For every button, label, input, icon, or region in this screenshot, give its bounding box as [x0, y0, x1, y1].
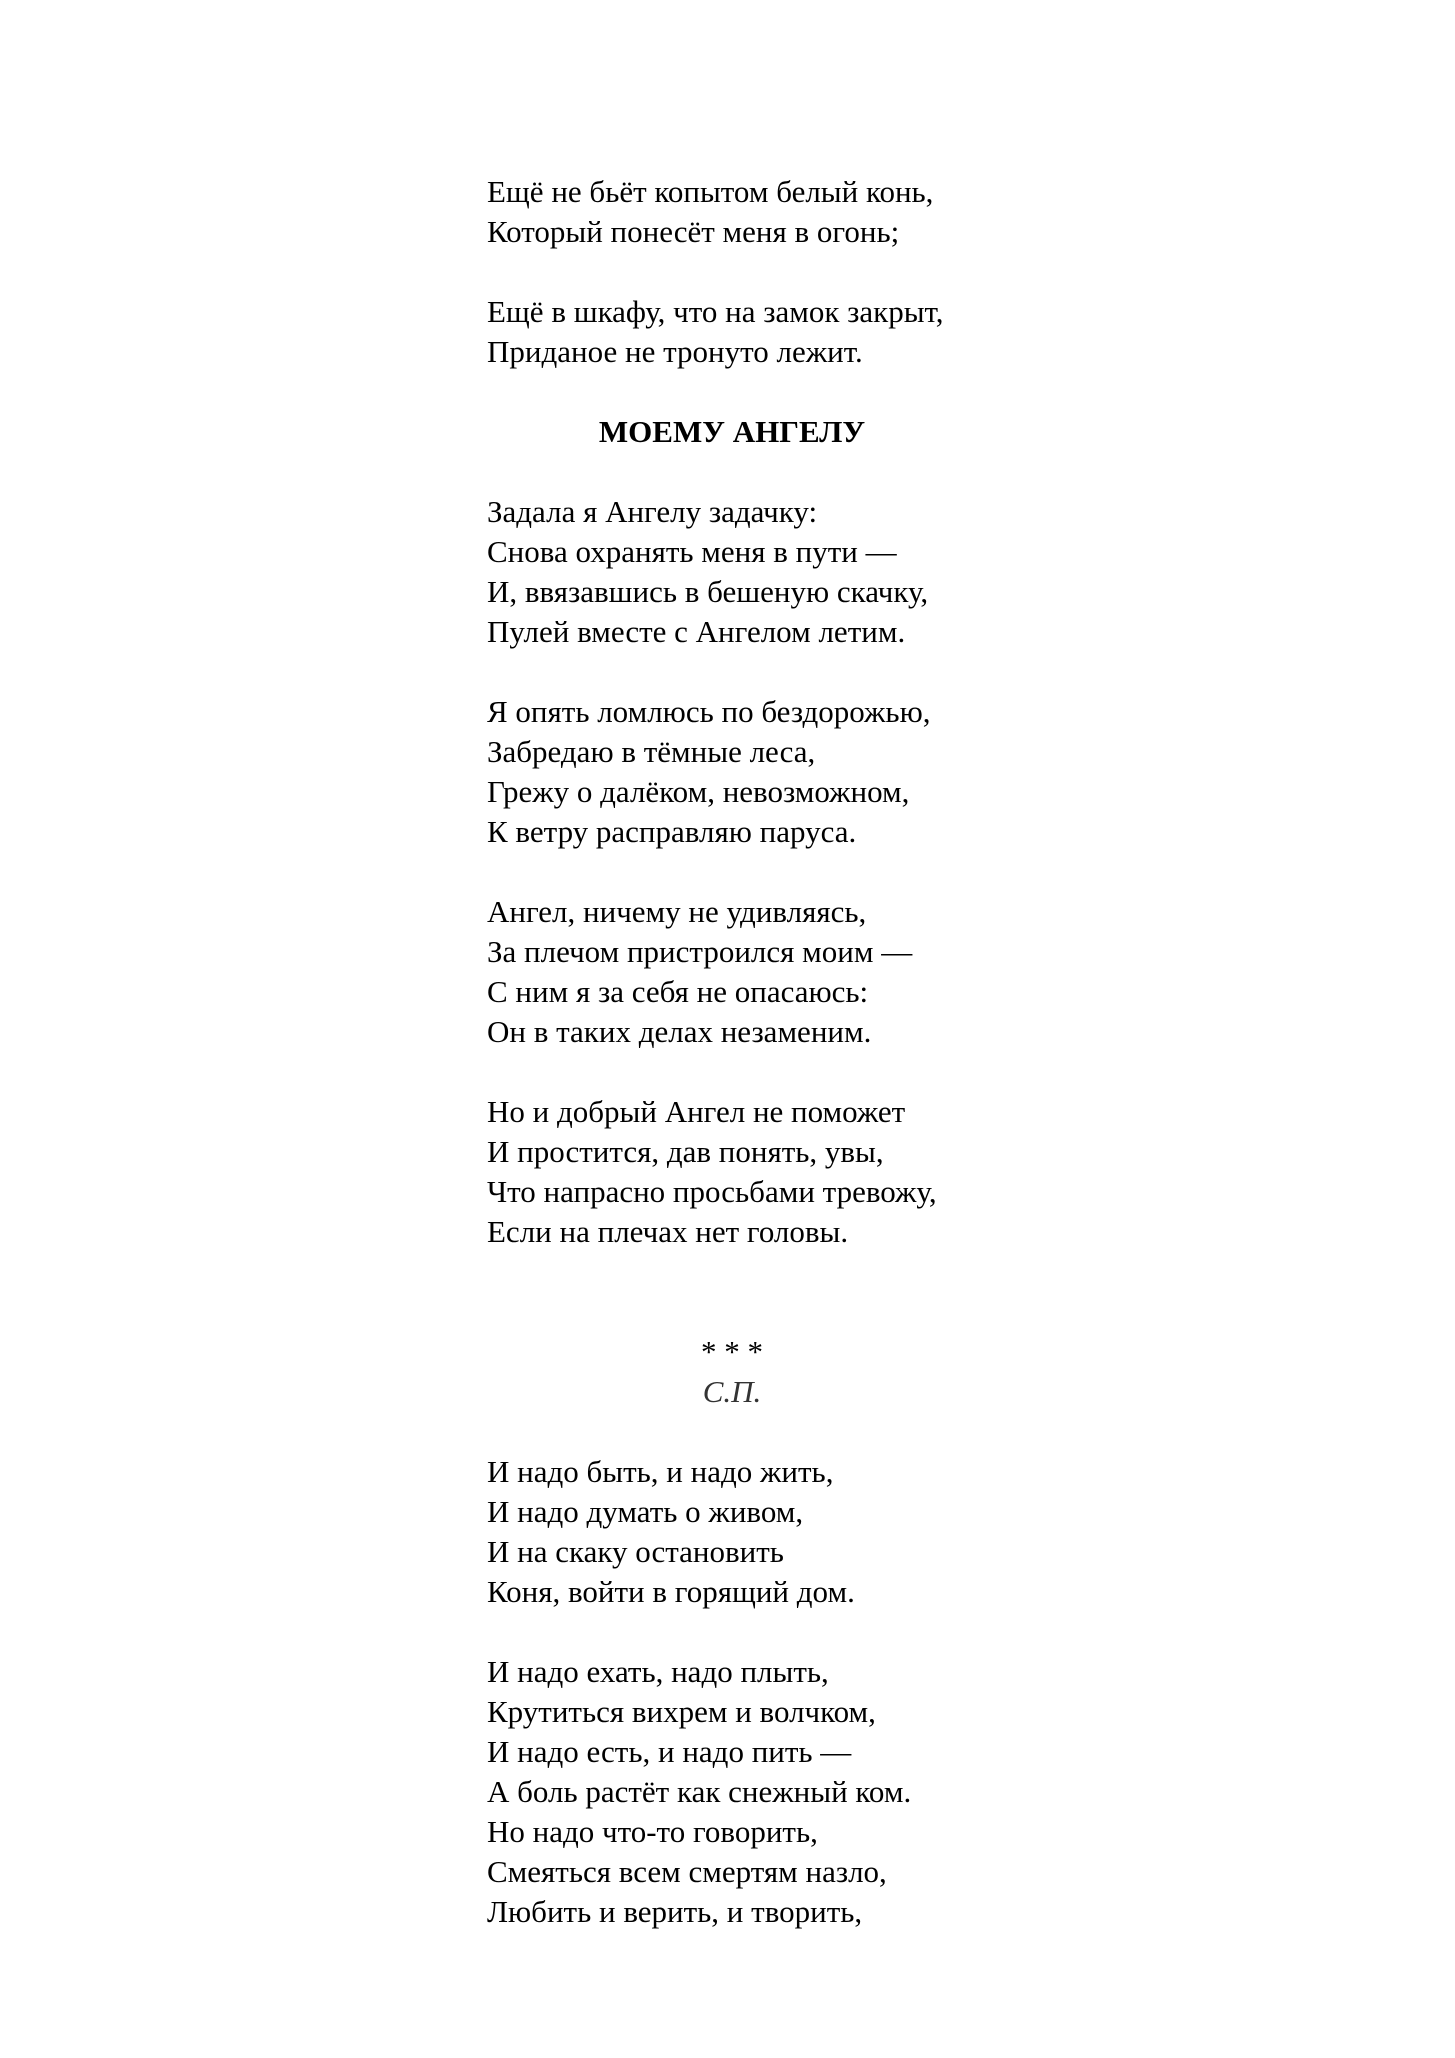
stanza [487, 292, 1047, 372]
poem-dedication: С.П. [702, 1374, 762, 1409]
poem-untitled [487, 1332, 1047, 1932]
stanza [487, 172, 1047, 252]
verse-line: К ветру расправляю паруса. [487, 814, 857, 849]
verse-line: И надо ехать, надо плыть, [487, 1654, 829, 1689]
verse-line: Он в таких делах незаменим. [487, 1014, 872, 1049]
verse-line: Ещё не бьёт копытом белый конь, [487, 174, 934, 209]
verse-line: Забредаю в тёмные леса, [487, 734, 816, 769]
verse-line: За плечом пристроился моим — [487, 934, 913, 969]
poem-title: МОЕМУ АНГЕЛУ [598, 414, 866, 449]
verse-line: Крутиться вихрем и волчком, [487, 1694, 876, 1729]
verse-line: Приданое не тронуто лежит. [487, 334, 863, 369]
verse-line: И на скаку остановить [487, 1534, 784, 1569]
verse-line: И простится, дав понять, увы, [487, 1134, 884, 1169]
verse-line: Я опять ломлюсь по бездорожью, [487, 694, 931, 729]
document-page [487, 172, 1047, 1972]
verse-line: Задала я Ангелу задачку: [487, 494, 818, 529]
verse-line: А боль растёт как снежный ком. [487, 1774, 912, 1809]
verse-line: С ним я за себя не опасаюсь: [487, 974, 869, 1009]
verse-line: Ещё в шкафу, что на замок закрыт, [487, 294, 944, 329]
stanza [487, 1652, 1047, 1932]
poem-fragment [487, 172, 1047, 372]
stanza [487, 892, 1047, 1052]
verse-line: Смеяться всем смертям назло, [487, 1854, 887, 1889]
verse-line: Снова охранять меня в пути — [487, 534, 897, 569]
verse-line: Если на плечах нет головы. [487, 1214, 849, 1249]
verse-line: И надо быть, и надо жить, [487, 1454, 834, 1489]
verse-line: И надо есть, и надо пить — [487, 1734, 852, 1769]
verse-line: Ангел, ничему не удивляясь, [487, 894, 867, 929]
stanza [487, 1092, 1047, 1252]
verse-line: Но и добрый Ангел не поможет [487, 1094, 906, 1129]
verse-line: Который понесёт меня в огонь; [487, 214, 900, 249]
poem-angel [487, 412, 1047, 1252]
verse-line: Грежу о далёком, невозможном, [487, 774, 910, 809]
section-separator: * * * [701, 1334, 763, 1369]
stanza [487, 1452, 1047, 1612]
verse-line: Что напрасно просьбами тревожу, [487, 1174, 937, 1209]
stanza [487, 692, 1047, 852]
verse-line: Коня, войти в горящий дом. [487, 1574, 855, 1609]
verse-line: И надо думать о живом, [487, 1494, 804, 1529]
verse-line: Но надо что-то говорить, [487, 1814, 818, 1849]
verse-line: Пулей вместе с Ангелом летим. [487, 614, 906, 649]
verse-line: Любить и верить, и творить, [487, 1894, 863, 1929]
stanza [487, 492, 1047, 652]
verse-line: И, ввязавшись в бешеную скачку, [487, 574, 929, 609]
